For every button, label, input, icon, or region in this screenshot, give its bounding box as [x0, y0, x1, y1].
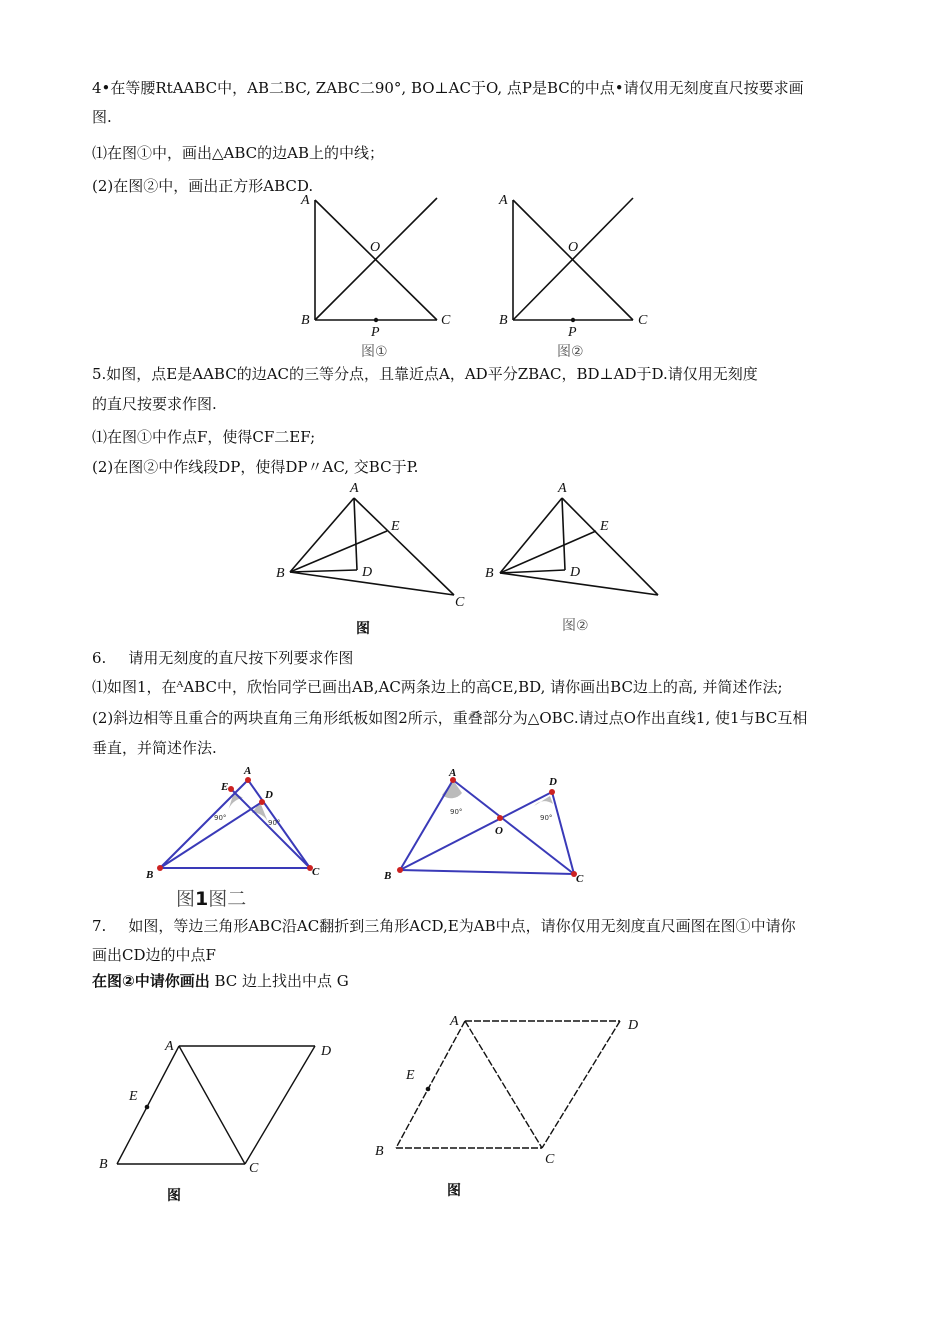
q6-f1-A: A — [244, 765, 252, 777]
q4-f2-P: P — [568, 325, 577, 340]
q6-caption-num: 1 — [195, 888, 209, 910]
q5-f2-D: D — [570, 565, 581, 580]
q4-sub2: (2)在图②中，画出正方形ABCD. — [92, 177, 314, 195]
q7-f1-A: A — [165, 1039, 174, 1054]
q6-figure-2 — [380, 762, 590, 885]
q7-f2-C: C — [545, 1152, 555, 1167]
q6-figure-1 — [140, 762, 330, 882]
q6-f2-D: D — [549, 776, 557, 788]
q6-caption-post: 图二 — [208, 888, 247, 910]
q5-f1-B: B — [276, 566, 285, 581]
q6-f2-angle2: 90° — [540, 814, 553, 822]
q6-f1-B: B — [146, 869, 154, 881]
q7-f2-B: B — [375, 1144, 384, 1159]
q6-f2-angle1: 90° — [450, 808, 463, 816]
q5-f1-C: C — [455, 595, 465, 610]
q5-line2: 的直尺按要求作图. — [92, 395, 217, 413]
q7-figure-2 — [370, 1005, 660, 1200]
q5-f1-A: A — [350, 481, 359, 496]
q7-f2-D: D — [628, 1018, 639, 1033]
q7-figure-1 — [95, 1030, 355, 1205]
q5-f1-E: E — [391, 519, 400, 534]
q6-f1-E: E — [221, 781, 229, 793]
q4-f1-C: C — [441, 313, 451, 328]
q6-f2-C: C — [576, 873, 584, 885]
q5-f2-E: E — [600, 519, 609, 534]
q4-sub1: ⑴在图①中，画出△ABC的边AB上的中线； — [92, 144, 385, 162]
q6-f2-A: A — [449, 767, 457, 779]
q6-number: 6. — [92, 649, 107, 667]
q6-sub1: ⑴如图1，在ᴬABC中，欣怡同学已画出AB,AC两条边上的高CE,BD, 请你画出BC边上的高, 并简述作法; — [92, 678, 783, 696]
q7-line1-text: 如图，等边三角形ABC沿AC翻折到三角形ACD,E为AB中点，请你仅用无刻度直尺画图在图①中请你 — [128, 917, 796, 935]
q6-f1-D: D — [265, 789, 273, 801]
q7-line3-bold: 在图②中请你画出 — [92, 972, 210, 990]
q4-f1-A: A — [301, 193, 310, 208]
q6-f2-O: O — [495, 825, 503, 837]
q4-f1-B: B — [301, 313, 310, 328]
q5-line1: 5.如图，点E是AABC的边AC的三等分点，且靠近点A，AD平分ZBAC，BD⊥AD于D.请仅用无刻度 — [92, 365, 758, 383]
q7-line2: 画出CD边的中点F — [92, 946, 216, 964]
q6-title-text: 请用无刻度的直尺按下列要求作图 — [128, 649, 354, 667]
q5-figure-2 — [478, 478, 678, 638]
q7-number: 7. — [92, 917, 107, 935]
q4-f1-P: P — [371, 325, 380, 340]
q5-f2-B: B — [485, 566, 494, 581]
q7-f2-caption: 图 — [447, 1183, 461, 1199]
q5-f2-caption: 图② — [562, 618, 589, 634]
q6-f1-angle2: 90° — [268, 819, 281, 827]
q7-f1-B: B — [99, 1157, 108, 1172]
q6-f1-C: C — [312, 866, 320, 878]
q5-f1-caption: 图 — [356, 621, 370, 637]
q4-line2: 图. — [92, 108, 112, 126]
q5-f2-A: A — [558, 481, 567, 496]
q4-f2-C: C — [638, 313, 648, 328]
q6-caption — [176, 884, 246, 911]
q7-line1 — [92, 916, 796, 936]
q4-f2-A: A — [499, 193, 508, 208]
q4-f1-caption: 图① — [361, 344, 388, 360]
q4-f2-O: O — [568, 240, 579, 255]
q4-f2-B: B — [499, 313, 508, 328]
q5-sub2: (2)在图②中作线段DP，使得DP〃AC, 交BC于P. — [92, 458, 419, 476]
q7-line3 — [92, 971, 349, 991]
q7-f2-E: E — [406, 1068, 415, 1083]
q6-sub2b: 垂直，并简述作法. — [92, 739, 217, 757]
q7-f1-caption: 图 — [167, 1188, 181, 1204]
q4-line1: 4•在等腰RtAABC中，AB二BC, ZABC二90°, BO⊥AC于O, 点P是BC的中点•请仅用无刻度直尺按要求画 — [92, 79, 804, 97]
q5-figure-1 — [270, 478, 480, 638]
q4-figure-2 — [493, 190, 653, 365]
q7-f2-A: A — [450, 1014, 459, 1029]
q6-caption-pre: 图 — [176, 888, 196, 910]
q7-f1-D: D — [321, 1044, 332, 1059]
q7-f1-C: C — [249, 1161, 259, 1176]
q4-f2-caption: 图② — [557, 344, 584, 360]
q6-f2-B: B — [384, 870, 392, 882]
q7-line3-tail: BC 边上找出中点 G — [209, 972, 349, 990]
q5-sub1: ⑴在图①中作点F，使得CF二EF; — [92, 428, 316, 446]
q6-sub2a: (2)斜边相等且重合的两块直角三角形纸板如图2所示，重叠部分为△OBC.请过点O作出直线1, 使1与BC互相 — [92, 709, 808, 727]
q4-figure-1 — [295, 190, 455, 365]
q4-f1-O: O — [370, 240, 381, 255]
q5-f1-D: D — [362, 565, 373, 580]
q7-f1-E: E — [129, 1089, 138, 1104]
q6-title — [92, 648, 353, 668]
q6-f1-angle1: 90° — [214, 814, 227, 822]
